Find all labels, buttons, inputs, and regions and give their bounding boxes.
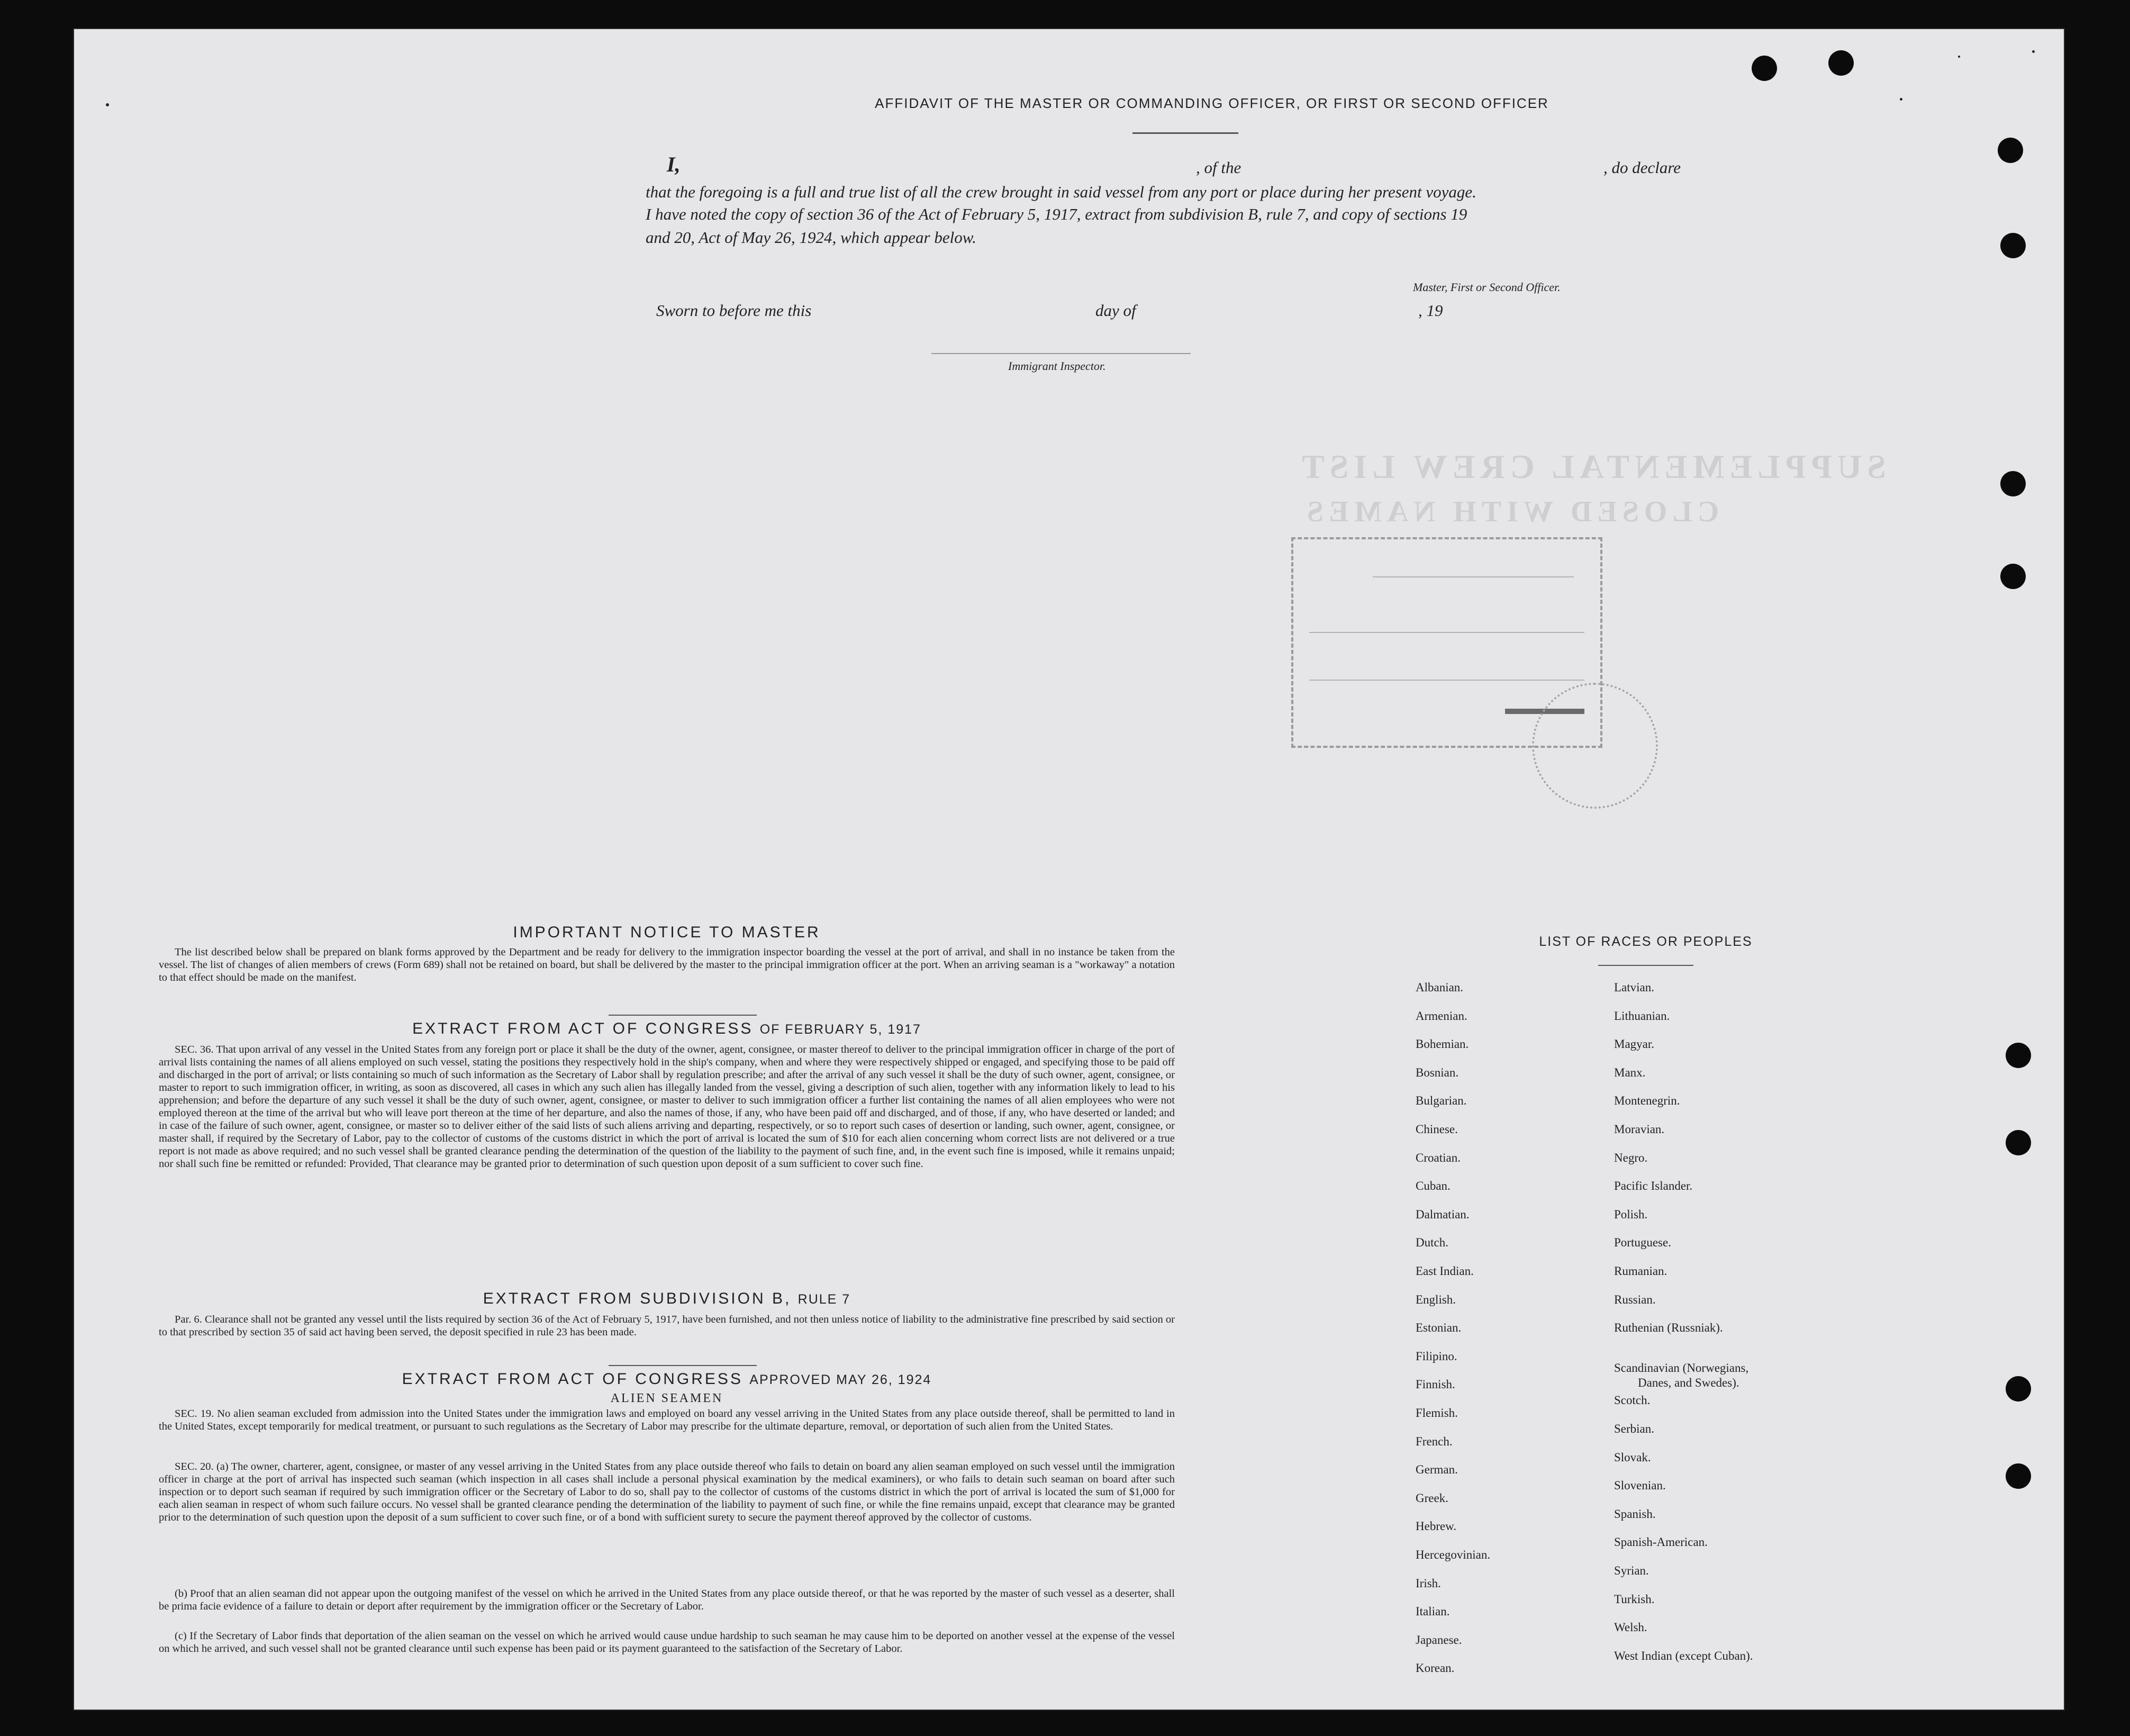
stamp-line: [1373, 576, 1574, 577]
punch-hole: [2006, 1463, 2031, 1489]
stamp-line: [1309, 680, 1584, 681]
punch-hole: [2000, 233, 2026, 258]
affidavit-line1: [646, 152, 1757, 183]
race-item: Slovak.: [1614, 1450, 1651, 1464]
sec20a-text: SEC. 20. (a) The owner, charterer, agent, consignee, or master of any vessel arriving in the United States from any place outside thereof who fails to detain on board any alien seaman employed on such vessel until the immigration officer in charge at the port of arrival has inspected such seaman (which inspection in all cases shall include a personal physical examination by the medical examiners), or who fails to detain such seaman on board after such inspection or to deport such seaman if required by such immigration officer or the Secretary of Labor to do so, shall pay to the collector of customs of the customs district in which the port of arrival is located the sum of $1,000 for each alien seaman in respect of whom such failure occurs. No vessel shall be granted clearance pending the determination of the liability to payment of such fine, or while the fine remains unpaid, except that clearance may be granted prior to the determination of such question upon the deposit of a sum sufficient to cover such fine, or of a bond with sufficient surety to secure the payment thereof approved by the collector of customs.: [159, 1461, 1175, 1523]
race-item: Chinese.: [1416, 1123, 1458, 1136]
race-item: Rumanian.: [1614, 1264, 1667, 1278]
extract-rule7-heading-small: RULE 7: [797, 1292, 851, 1307]
race-item: Japanese.: [1416, 1633, 1462, 1647]
race-item: Greek.: [1416, 1491, 1448, 1505]
punch-hole: [2006, 1130, 2031, 1155]
notice-heading: IMPORTANT NOTICE TO MASTER: [513, 924, 821, 941]
race-item: Dalmatian.: [1416, 1207, 1470, 1221]
extract-rule7-heading-main: EXTRACT FROM SUBDIVISION B,: [483, 1290, 792, 1307]
ghost-bleedthrough: SUPPLEMENTAL CREW LIST: [1297, 448, 1886, 485]
year-text: , 19: [1418, 301, 1443, 320]
divider: [1132, 132, 1238, 134]
race-item: English.: [1416, 1292, 1456, 1306]
race-item: Danes, and Swedes).: [1638, 1376, 1739, 1389]
race-item: Russian.: [1614, 1292, 1656, 1306]
race-item: Negro.: [1614, 1151, 1648, 1164]
extract-1917-text: SEC. 36. That upon arrival of any vessel in the United States from any foreign port or place it shall be the duty of the owner, agent, consignee, or master thereof to deliver to the principal immigration officer in charge of the port of arrival lists containing the names of all aliens employed on such vessel, stating the positions they respectively hold in the ship's company, when and where they were respectively shipped or engaged, and specifying those to be paid off and discharged in the port of arrival; or lists containing so much of such information as the Secretary of Labor shall by regulation prescribe; and after the arrival of any such vessel it shall be the duty of such owner, agent, consignee, or master to report to such immigration officer, in writing, as soon as discovered, all cases in which any such alien has illegally landed from the vessel, giving a description of such alien, together with any information likely to lead to his apprehension; and before the departure of any such vessel it shall be the duty of such owner, agent, consignee, or master to deliver to such immigration officer a further list containing the names of all alien employees who were not employed thereon at the time of the arrival but who will leave port thereon at the time of her departure, and also the names of those, if any, who have been paid off and discharged, and of those, if any, who have deserted or landed; and in case of the failure of such owner, agent, consignee, or master so to deliver either of the said lists of such aliens arriving and departing, respectively, or so to report such cases of desertion or landing, such owner, agent, consignee, or master shall, if required by the Secretary of Labor, pay to the collector of customs of the customs district in which the port of arrival is located the sum of $10 for each alien concerning whom correct lists are not delivered or a true report is not made as above required; and no such vessel shall be granted clearance pending the determination of the question of the liability to the payment of such fine, and, in the event such fine is imposed, while it remains unpaid; nor shall such fine be remitted or refunded: Provided, That clearance may be granted prior to determination of such question upon deposit of a sum sufficient to cover such fine.: [159, 1044, 1175, 1170]
extract-1917-heading: [148, 1020, 1185, 1038]
punch-hole: [1998, 138, 2023, 163]
race-item: Irish.: [1416, 1576, 1441, 1590]
sec20c-text: (c) If the Secretary of Labor finds that deportation of the alien seaman on the vessel on which he arrived would cause undue hardship to such seaman he may cause him to be deported on another vessel at the expense of the vessel on which he arrived, and such vessel shall not be granted clearance until such expense has been paid or its payment guaranteed to the satisfaction of the Secretary of Labor.: [159, 1630, 1175, 1654]
affidavit-line3: I have noted the copy of section 36 of the Act of February 5, 1917, extract from subdivision B, rule 7, and copy of sections 19: [646, 205, 1467, 223]
race-item: Portuguese.: [1614, 1236, 1671, 1250]
race-item: Pacific Islander.: [1614, 1179, 1693, 1193]
speck: [1900, 98, 1902, 101]
race-item: Latvian.: [1614, 981, 1654, 994]
race-item: Manx.: [1614, 1065, 1646, 1079]
punch-hole: [2006, 1376, 2031, 1402]
divider: [609, 1015, 757, 1016]
race-item: Korean.: [1416, 1661, 1455, 1675]
punch-hole: [2000, 564, 2026, 589]
affidavit-of-the: , of the: [1196, 158, 1241, 177]
race-item: Bosnian.: [1416, 1065, 1459, 1079]
race-item: Estonian.: [1416, 1321, 1462, 1335]
race-item: Slovenian.: [1614, 1479, 1666, 1493]
race-item: Filipino.: [1416, 1349, 1457, 1363]
races-heading: LIST OF RACES OR PEOPLES: [1539, 934, 1753, 949]
extract-rule7-text: Par. 6. Clearance shall not be granted any vessel until the lists required by section 36 of the Act of February 5, 1917, have been furnished, and not then unless notice of liability to the administrative fine prescribed by said section or to that prescribed by section 35 of said act having been served, the deposit specified in rule 23 has been made.: [159, 1314, 1175, 1338]
punch-hole: [1828, 50, 1854, 76]
race-item: Ruthenian (Russniak).: [1614, 1321, 1723, 1335]
race-item: Serbian.: [1614, 1422, 1655, 1435]
affidavit-heading: AFFIDAVIT OF THE MASTER OR COMMANDING OFFICER, OR FIRST OR SECOND OFFICER: [875, 95, 1549, 111]
punch-hole: [2006, 1043, 2031, 1068]
race-item: Bulgarian.: [1416, 1094, 1467, 1108]
race-item: Scotch.: [1614, 1394, 1651, 1407]
speck: [106, 103, 109, 106]
race-item: Albanian.: [1416, 981, 1464, 994]
day-of-text: day of: [1095, 301, 1136, 320]
extract-1917-heading-small: OF FEBRUARY 5, 1917: [759, 1022, 921, 1037]
race-item: Italian.: [1416, 1605, 1450, 1619]
race-item: East Indian.: [1416, 1264, 1474, 1278]
extract-1924-heading: [148, 1370, 1185, 1388]
sec20b-text: (b) Proof that an alien seaman did not appear upon the outgoing manifest of the vessel on which he arrived in the United States from any place outside thereof, or that he was reported by the master of such vessel as a deserter, shall be prima facie evidence of a failure to detain or deport after requirement by the immigration officer or the Secretary of Labor.: [159, 1588, 1175, 1612]
sworn-text: Sworn to before me this: [656, 301, 812, 320]
race-item: Spanish-American.: [1614, 1535, 1708, 1549]
divider: [1598, 965, 1693, 966]
ghost-bleedthrough: CLOSED WITH NAMES: [1302, 495, 1719, 528]
affidavit-i: I,: [667, 152, 681, 176]
race-item: West Indian (except Cuban).: [1614, 1649, 1753, 1662]
race-item: Finnish.: [1416, 1378, 1455, 1391]
stamp-line: [1309, 632, 1584, 633]
alien-seamen-subheading: ALIEN SEAMEN: [610, 1391, 723, 1405]
inspector-signature-line: [931, 353, 1191, 354]
punch-hole: [2000, 471, 2026, 496]
race-item: Turkish.: [1614, 1592, 1655, 1606]
race-item: Cuban.: [1416, 1179, 1451, 1193]
extract-1924-heading-small: APPROVED MAY 26, 1924: [749, 1372, 932, 1387]
race-item: Welsh.: [1614, 1621, 1647, 1634]
race-item: Moravian.: [1614, 1123, 1665, 1136]
affidavit-line2: that the foregoing is a full and true list of all the crew brought in said vessel from any port or place during her present voyage.: [646, 183, 1476, 201]
affidavit-line4: and 20, Act of May 26, 1924, which appear below.: [646, 228, 976, 247]
extract-1924-heading-main: EXTRACT FROM ACT OF CONGRESS: [402, 1370, 743, 1388]
sec19-text: SEC. 19. No alien seaman excluded from admission into the United States under the immigration laws and employed on board any vessel arriving in the United States from any place outside thereof, shall be permitted to land in the United States, except temporarily for medical treatment, or pursuant to such regulations as the Secretary of Labor may prescribe for the ultimate departure, removal, or deportation of such alien from the United States.: [159, 1408, 1175, 1432]
extract-rule7-heading: [148, 1290, 1185, 1308]
race-item: Croatian.: [1416, 1151, 1461, 1164]
race-item: Armenian.: [1416, 1009, 1467, 1023]
race-item: Hebrew.: [1416, 1520, 1457, 1533]
race-item: Syrian.: [1614, 1564, 1649, 1577]
affidavit-declare: , do declare: [1603, 158, 1681, 177]
race-item: Montenegrin.: [1614, 1094, 1680, 1108]
circular-seal: [1532, 683, 1658, 809]
master-caption: Master, First or Second Officer.: [1413, 281, 1561, 294]
race-item: Lithuanian.: [1614, 1009, 1670, 1023]
form-sheet: [74, 29, 2064, 1710]
notice-text: The list described below shall be prepared on blank forms approved by the Department and be ready for delivery to the immigration inspector boarding the vessel at the port of arrival, and shall in no instance be taken from the vessel. The list of changes of alien members of crews (Form 689) shall not be retained on board, but shall be delivered by the master to the principal immigration officer at the port. When an arriving seaman is a "workaway" a notation to that effect should be made on the manifest.: [159, 946, 1175, 983]
sworn-line: [656, 299, 1503, 326]
speck: [1958, 56, 1960, 58]
race-item: German.: [1416, 1463, 1458, 1477]
extract-1917-heading-main: EXTRACT FROM ACT OF CONGRESS: [412, 1020, 754, 1037]
race-item: French.: [1416, 1434, 1453, 1448]
speck: [2032, 50, 2035, 53]
race-item: Polish.: [1614, 1207, 1648, 1221]
punch-hole: [1752, 56, 1777, 81]
race-item: Bohemian.: [1416, 1037, 1469, 1051]
inspector-caption: Immigrant Inspector.: [1008, 359, 1106, 373]
race-item: Magyar.: [1614, 1037, 1655, 1051]
race-item: Flemish.: [1416, 1406, 1458, 1419]
race-item: Spanish.: [1614, 1507, 1656, 1521]
race-item: Dutch.: [1416, 1236, 1448, 1250]
race-item: Scandinavian (Norwegians,: [1614, 1361, 1749, 1375]
race-item: Hercegovinian.: [1416, 1548, 1491, 1561]
divider: [609, 1365, 757, 1366]
